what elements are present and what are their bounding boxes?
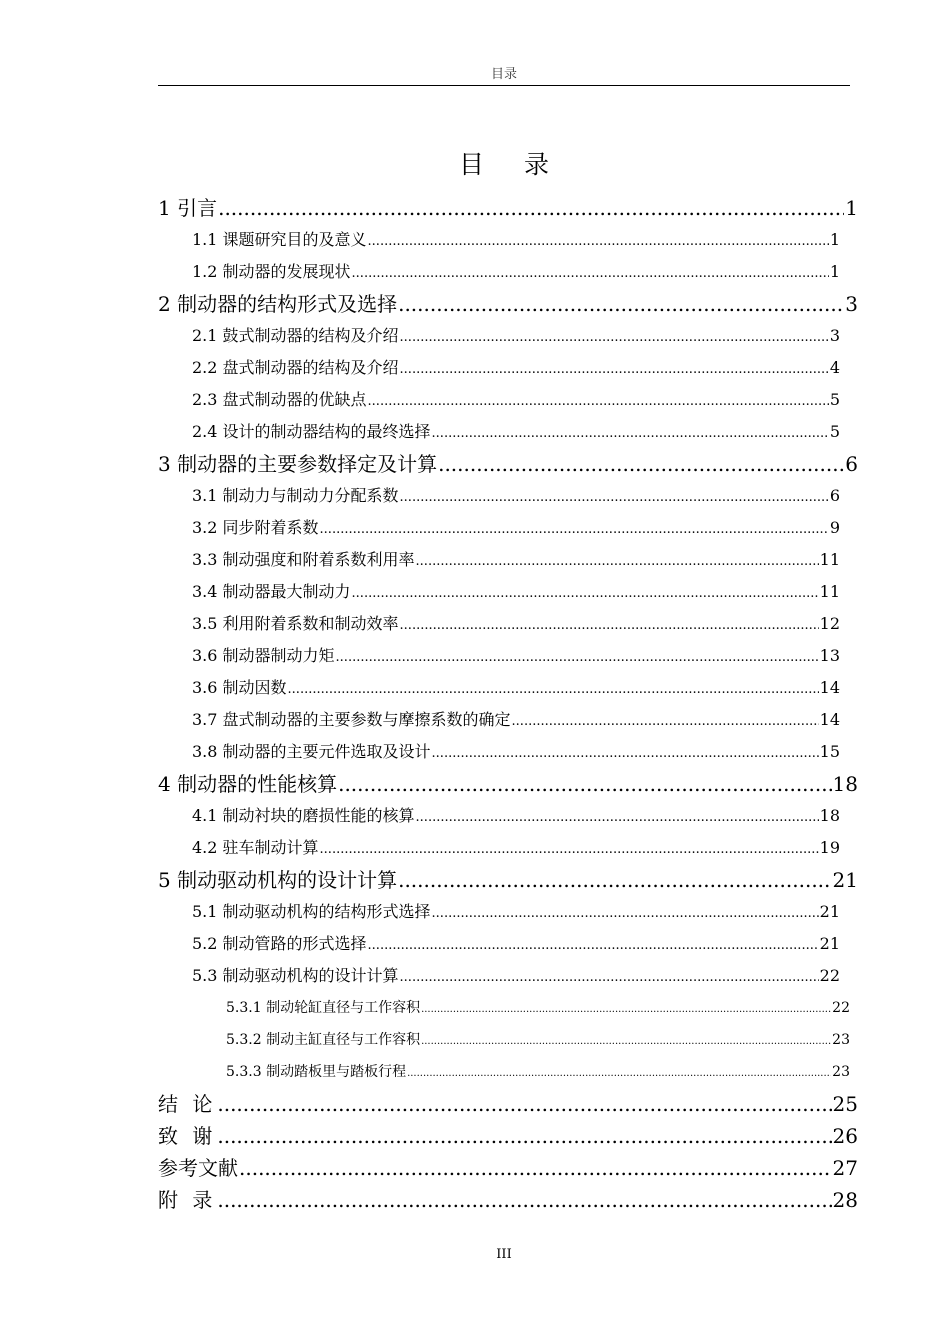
toc-entry-label: 1.1 课题研究目的及意义 xyxy=(192,230,367,249)
toc-entry-label: 4.2 驻车制动计算 xyxy=(192,838,319,857)
toc-entry-label: 附 录 xyxy=(158,1188,217,1212)
page-number: III xyxy=(496,1247,512,1262)
dot-leader xyxy=(407,1056,831,1090)
dot-leader xyxy=(416,800,819,834)
dot-leader xyxy=(398,288,844,320)
toc-entry[interactable] xyxy=(158,576,840,608)
toc-entry-page-number: 25 xyxy=(832,1092,858,1116)
toc-entry-label: 3.8 制动器的主要元件选取及设计 xyxy=(192,742,431,761)
toc-entry-label: 5.3 制动驱动机构的设计计算 xyxy=(192,966,399,985)
toc-entry-label: 1 引言 xyxy=(158,196,218,220)
toc-entry[interactable] xyxy=(158,928,840,960)
toc-entry[interactable] xyxy=(158,416,840,448)
toc-entry-label: 结 论 xyxy=(158,1092,217,1116)
toc-entry-page-number: 23 xyxy=(832,1032,850,1048)
dot-leader xyxy=(239,1152,832,1184)
toc-entry-page-number: 19 xyxy=(819,838,840,857)
toc-entry[interactable] xyxy=(158,1056,850,1088)
toc-entry-page-number: 22 xyxy=(819,966,840,985)
toc-entry-page-number: 14 xyxy=(819,678,840,697)
dot-leader xyxy=(352,576,819,610)
toc-entry-label: 2.2 盘式制动器的结构及介绍 xyxy=(192,358,399,377)
dot-leader xyxy=(400,480,829,514)
toc-entry-page-number: 21 xyxy=(819,934,840,953)
toc-entry-page-number: 28 xyxy=(832,1188,858,1212)
toc-entry-page-number: 13 xyxy=(819,646,840,665)
dot-leader xyxy=(400,608,819,642)
toc-entry-label: 5.2 制动管路的形式选择 xyxy=(192,934,367,953)
toc-entry[interactable] xyxy=(158,1024,850,1056)
toc-entry[interactable] xyxy=(158,1184,858,1216)
toc-entry[interactable] xyxy=(158,768,858,800)
toc-entry-page-number: 14 xyxy=(819,710,840,729)
toc-entry-label: 参考文献 xyxy=(158,1156,238,1180)
toc-entry[interactable] xyxy=(158,512,840,544)
toc-entry-page-number: 6 xyxy=(829,486,840,505)
toc-entry-label: 1.2 制动器的发展现状 xyxy=(192,262,351,281)
toc-entry-page-number: 1 xyxy=(845,196,858,220)
dot-leader xyxy=(368,384,829,418)
toc-entry-page-number: 4 xyxy=(829,358,840,377)
table-of-contents xyxy=(158,192,858,1216)
dot-leader xyxy=(432,416,829,450)
toc-entry-page-number: 11 xyxy=(819,550,840,569)
toc-entry-page-number: 18 xyxy=(832,772,858,796)
dot-leader xyxy=(416,544,819,578)
toc-entry-page-number: 22 xyxy=(832,1000,850,1016)
toc-entry-label: 3.7 盘式制动器的主要参数与摩擦系数的确定 xyxy=(192,710,511,729)
toc-entry-label: 2 制动器的结构形式及选择 xyxy=(158,292,398,316)
dot-leader xyxy=(352,256,829,290)
toc-entry[interactable] xyxy=(158,544,840,576)
toc-entry[interactable] xyxy=(158,608,840,640)
toc-entry-page-number: 26 xyxy=(832,1124,858,1148)
dot-leader xyxy=(320,832,819,866)
dot-leader xyxy=(218,192,844,224)
toc-entry-label: 5.3.3 制动踏板里与踏板行程 xyxy=(226,1064,407,1080)
toc-entry-label: 3.3 制动强度和附着系数利用率 xyxy=(192,550,415,569)
dot-leader xyxy=(421,992,831,1026)
toc-entry-page-number: 1 xyxy=(829,230,840,249)
header-rule xyxy=(158,85,850,86)
toc-entry-label: 致 谢 xyxy=(158,1124,217,1148)
toc-entry-page-number: 11 xyxy=(819,582,840,601)
toc-entry-page-number: 9 xyxy=(829,518,840,537)
toc-entry-page-number: 21 xyxy=(832,868,858,892)
running-header: 目录 xyxy=(490,67,517,82)
dot-leader xyxy=(512,704,819,738)
dot-leader xyxy=(432,736,819,770)
toc-entry-label: 5.3.1 制动轮缸直径与工作容积 xyxy=(226,1000,421,1016)
toc-entry-label: 2.3 盘式制动器的优缺点 xyxy=(192,390,367,409)
dot-leader xyxy=(368,224,829,258)
toc-entry[interactable] xyxy=(158,288,858,320)
toc-entry-page-number: 12 xyxy=(819,614,840,633)
toc-entry-label: 3 制动器的主要参数择定及计算 xyxy=(158,452,438,476)
dot-leader xyxy=(432,896,819,930)
toc-entry-page-number: 27 xyxy=(832,1156,858,1180)
dot-leader xyxy=(400,320,829,354)
toc-entry-page-number: 15 xyxy=(819,742,840,761)
toc-entry-label: 3.2 同步附着系数 xyxy=(192,518,319,537)
dot-leader xyxy=(368,928,819,962)
toc-entry-label: 2.1 鼓式制动器的结构及介绍 xyxy=(192,326,399,345)
toc-entry[interactable] xyxy=(158,320,840,352)
dot-leader xyxy=(217,1120,831,1152)
toc-entry-page-number: 5 xyxy=(829,390,840,409)
toc-entry-page-number: 3 xyxy=(845,292,858,316)
toc-entry-label: 5.1 制动驱动机构的结构形式选择 xyxy=(192,902,431,921)
dot-leader xyxy=(400,960,819,994)
toc-entry[interactable] xyxy=(158,224,840,256)
toc-entry-label: 3.6 制动因数 xyxy=(192,678,287,697)
toc-entry-page-number: 18 xyxy=(819,806,840,825)
toc-entry-page-number: 21 xyxy=(819,902,840,921)
toc-entry[interactable] xyxy=(158,864,858,896)
toc-entry[interactable] xyxy=(158,480,840,512)
toc-entry-label: 3.1 制动力与制动力分配系数 xyxy=(192,486,399,505)
toc-entry-page-number: 1 xyxy=(829,262,840,281)
toc-entry-label: 3.4 制动器最大制动力 xyxy=(192,582,351,601)
toc-entry[interactable] xyxy=(158,704,840,736)
dot-leader xyxy=(288,672,819,706)
dot-leader xyxy=(438,448,844,480)
toc-entry-page-number: 6 xyxy=(845,452,858,476)
toc-entry[interactable] xyxy=(158,352,840,384)
toc-entry-label: 4 制动器的性能核算 xyxy=(158,772,338,796)
toc-entry[interactable] xyxy=(158,1152,858,1184)
dot-leader xyxy=(398,864,831,896)
toc-entry-label: 2.4 设计的制动器结构的最终选择 xyxy=(192,422,431,441)
dot-leader xyxy=(336,640,819,674)
toc-entry[interactable] xyxy=(158,672,840,704)
dot-leader xyxy=(421,1024,831,1058)
dot-leader xyxy=(217,1184,831,1216)
toc-entry-page-number: 3 xyxy=(829,326,840,345)
toc-entry[interactable] xyxy=(158,384,840,416)
toc-entry[interactable] xyxy=(158,896,840,928)
toc-entry-label: 5 制动驱动机构的设计计算 xyxy=(158,868,398,892)
toc-entry[interactable] xyxy=(158,736,840,768)
toc-entry[interactable] xyxy=(158,800,840,832)
toc-entry-label: 5.3.2 制动主缸直径与工作容积 xyxy=(226,1032,421,1048)
toc-entry-page-number: 23 xyxy=(832,1064,850,1080)
toc-entry-page-number: 5 xyxy=(829,422,840,441)
toc-entry[interactable] xyxy=(158,192,858,224)
toc-entry[interactable] xyxy=(158,832,840,864)
toc-entry[interactable] xyxy=(158,992,850,1024)
toc-entry[interactable] xyxy=(158,256,840,288)
toc-entry-label: 3.5 利用附着系数和制动效率 xyxy=(192,614,399,633)
toc-entry[interactable] xyxy=(158,1088,858,1120)
dot-leader xyxy=(217,1088,831,1120)
page-title: 目 录 xyxy=(459,150,565,179)
dot-leader xyxy=(400,352,829,386)
dot-leader xyxy=(320,512,829,546)
toc-entry-label: 4.1 制动衬块的磨损性能的核算 xyxy=(192,806,415,825)
toc-entry-label: 3.6 制动器制动力矩 xyxy=(192,646,335,665)
toc-entry[interactable] xyxy=(158,960,840,992)
toc-entry[interactable] xyxy=(158,640,840,672)
toc-entry[interactable] xyxy=(158,448,858,480)
dot-leader xyxy=(338,768,831,800)
toc-entry[interactable] xyxy=(158,1120,858,1152)
